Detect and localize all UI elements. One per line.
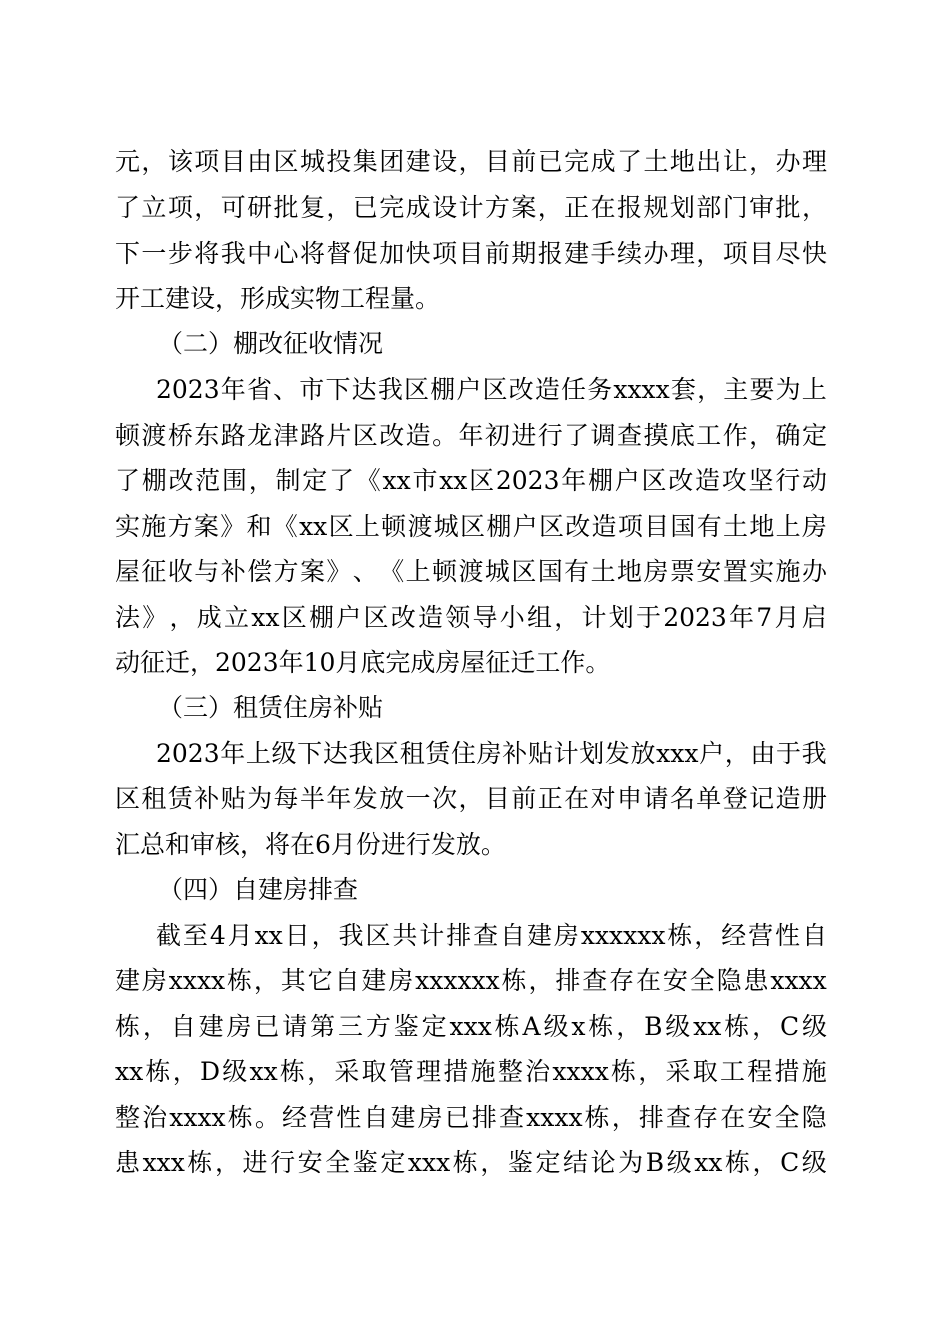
paragraph-line: 汇总和审核，将在6月份进行发放。	[115, 830, 506, 859]
paragraph-line: 屋 征 收 与 补 偿 方 案 》 、 《 上 顿 渡 城 区 国 有 土 地 房 票 安 置 实 施 办	[115, 557, 827, 586]
paragraph-line: xx 栋 ， D 级 xx 栋 ， 采 取 管 理 措 施 整 治 xxxx 栋 ， 采 取 工 程 措 施	[115, 1057, 827, 1086]
paragraph-line: 动征迁，2023年10月底完成房屋征迁工作。	[115, 648, 611, 677]
paragraph-line: 建 房 xxxx 栋 ， 其 它 自 建 房 xxxxxx 栋 ， 排 查 存 在 安 全 隐 患 xxxx	[115, 966, 827, 995]
paragraph-line: 法 》 ， 成 立 xx 区 棚 户 区 改 造 领 导 小 组 ， 计 划 于 2023 年 7 月 启	[115, 603, 827, 632]
paragraph-line: 元 ， 该 项 目 由 区 城 投 集 团 建 设 ， 目 前 已 完 成 了 土 地 出 让 ， 办 理	[115, 147, 827, 176]
section-heading: （二）棚改征收情况	[158, 329, 384, 358]
paragraph-line: 下 一 步 将 我 中 心 将 督 促 加 快 项 目 前 期 报 建 手 续 办 理 ， 项 目 尽 快	[115, 239, 827, 268]
section-heading: （三）租赁住房补贴	[158, 693, 384, 722]
paragraph-line: 栋 ， 自 建 房 已 请 第 三 方 鉴 定 xxx 栋 A 级 x 栋 ， B 级 xx 栋 ， C 级	[115, 1012, 827, 1041]
paragraph-line: 截 至 4 月 xx 日 ， 我 区 共 计 排 查 自 建 房 xxxxxx 栋 ， 经 营 性 自	[156, 921, 827, 950]
paragraph-line: 实 施 方 案 》 和 《 xx 区 上 顿 渡 城 区 棚 户 区 改 造 项 目 国 有 土 地 上 房	[115, 512, 827, 541]
paragraph-line: 患 xxx 栋 ， 进 行 安 全 鉴 定 xxx 栋 ， 鉴 定 结 论 为 B 级 xx 栋 ， C 级	[115, 1148, 827, 1177]
paragraph-line: 顿 渡 桥 东 路 龙 津 路 片 区 改 造 。 年 初 进 行 了 调 查 摸 底 工 作 ， 确 定	[115, 421, 827, 450]
section-heading: （四）自建房排查	[158, 875, 359, 904]
paragraph-line: 开工建设，形成实物工程量。	[115, 284, 441, 313]
paragraph-line: 区 租 赁 补 贴 为 每 半 年 发 放 一 次 ， 目 前 正 在 对 申 请 名 单 登 记 造 册	[115, 784, 827, 813]
paragraph-line: 了 立 项 ， 可 研 批 复 ， 已 完 成 设 计 方 案 ， 正 在 报 规 划 部 门 审 批 ，	[115, 193, 827, 222]
paragraph-line: 了 棚 改 范 围 ， 制 定 了 《 xx 市 xx 区 2023 年 棚 户 区 改 造 攻 坚 行 动	[115, 466, 827, 495]
paragraph-line: 整 治 xxxx 栋 。 经 营 性 自 建 房 已 排 查 xxxx 栋 ， 排 查 存 在 安 全 隐	[115, 1103, 827, 1132]
paragraph-line: 2023 年 上 级 下 达 我 区 租 赁 住 房 补 贴 计 划 发 放 xxx 户 ， 由 于 我	[156, 739, 827, 768]
paragraph-line: 2023 年 省 、 市 下 达 我 区 棚 户 区 改 造 任 务 xxxx 套 ， 主 要 为 上	[156, 375, 827, 404]
